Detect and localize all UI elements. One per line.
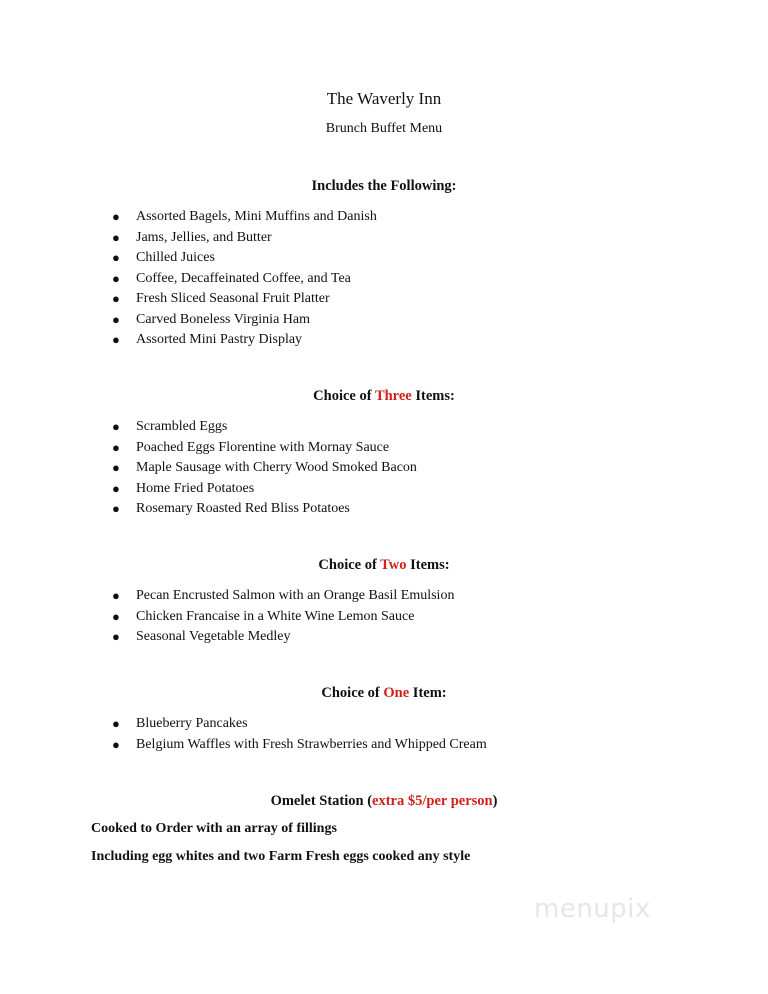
list-item-text: Assorted Bagels, Mini Muffins and Danish bbox=[136, 209, 377, 224]
heading-suffix: Items: bbox=[406, 557, 450, 573]
list-item bbox=[112, 417, 712, 438]
two-items-heading bbox=[0, 557, 768, 574]
list-item-text: Poached Eggs Florentine with Mornay Sauce bbox=[136, 439, 390, 455]
list-item-text: Coffee, Decaffeinated Coffee, and Tea bbox=[136, 270, 351, 286]
heading-suffix: Item: bbox=[409, 685, 447, 701]
list-item bbox=[112, 499, 712, 520]
list-item-text: Jams, Jellies, and Butter bbox=[136, 229, 272, 245]
list-item bbox=[112, 714, 712, 735]
bullet-icon: ● bbox=[112, 439, 120, 455]
list-item bbox=[112, 248, 712, 269]
menupix-watermark-logo: menupix bbox=[534, 894, 651, 924]
list-item bbox=[112, 438, 712, 459]
list-item-text: Seasonal Vegetable Medley bbox=[136, 629, 291, 644]
heading-count: One bbox=[383, 685, 410, 701]
omelet-description-2: Including egg whites and two Farm Fresh eggs cooked any style bbox=[91, 849, 471, 864]
three-items-list bbox=[112, 417, 712, 520]
list-item bbox=[112, 289, 712, 310]
page-title: The Waverly Inn bbox=[326, 89, 442, 108]
bullet-icon: ● bbox=[112, 629, 120, 644]
bullet-icon: ● bbox=[112, 419, 120, 434]
list-item-text: Scrambled Eggs bbox=[136, 419, 228, 434]
list-item bbox=[112, 479, 712, 500]
list-item-text: Pecan Encrusted Salmon with an Orange Basil Emulsion bbox=[136, 588, 455, 603]
bullet-icon: ● bbox=[112, 229, 120, 245]
bullet-icon: ● bbox=[112, 588, 120, 603]
includes-list bbox=[112, 207, 712, 351]
bullet-icon: ● bbox=[112, 501, 120, 516]
heading-prefix: Choice of bbox=[318, 557, 381, 573]
includes-heading: Includes the Following: bbox=[311, 178, 457, 194]
bullet-icon: ● bbox=[112, 250, 120, 265]
bullet-icon: ● bbox=[112, 270, 120, 286]
list-item-text: Maple Sausage with Cherry Wood Smoked Bacon bbox=[136, 460, 417, 475]
heading-prefix: Choice of bbox=[313, 388, 375, 404]
bullet-icon: ● bbox=[112, 608, 120, 624]
list-item bbox=[112, 458, 712, 479]
list-item-text: Assorted Mini Pastry Display bbox=[136, 332, 303, 347]
list-item bbox=[112, 269, 712, 290]
bullet-icon: ● bbox=[112, 460, 120, 475]
list-item bbox=[112, 207, 712, 228]
heading-count: Three bbox=[374, 388, 412, 404]
list-item-text: Blueberry Pancakes bbox=[136, 716, 248, 731]
heading-count: Two bbox=[380, 557, 407, 573]
omelet-price: extra $5/per person bbox=[372, 793, 493, 809]
bullet-icon: ● bbox=[112, 736, 120, 752]
omelet-heading-suffix: ) bbox=[492, 793, 498, 809]
list-item-text: Fresh Sliced Seasonal Fruit Platter bbox=[136, 291, 330, 306]
list-item bbox=[112, 310, 712, 331]
omelet-heading-prefix: Omelet Station ( bbox=[270, 793, 373, 809]
list-item bbox=[112, 735, 712, 756]
three-items-heading bbox=[0, 388, 768, 405]
heading-prefix: Choice of bbox=[321, 685, 384, 701]
two-items-list bbox=[112, 586, 712, 648]
list-item-text: Home Fried Potatoes bbox=[136, 480, 255, 496]
omelet-heading bbox=[0, 793, 768, 810]
bullet-icon: ● bbox=[112, 311, 120, 327]
list-item-text: Carved Boneless Virginia Ham bbox=[136, 311, 311, 327]
one-item-list bbox=[112, 714, 712, 755]
bullet-icon: ● bbox=[112, 480, 120, 496]
list-item bbox=[112, 330, 712, 351]
bullet-icon: ● bbox=[112, 209, 120, 224]
page-subtitle: Brunch Buffet Menu bbox=[325, 121, 443, 136]
one-item-heading bbox=[0, 685, 768, 702]
bullet-icon: ● bbox=[112, 716, 120, 731]
list-item bbox=[112, 627, 712, 648]
omelet-description-1: Cooked to Order with an array of fillings bbox=[91, 821, 337, 836]
list-item bbox=[112, 228, 712, 249]
heading-suffix: Items: bbox=[411, 388, 455, 404]
list-item bbox=[112, 586, 712, 607]
list-item-text: Chicken Francaise in a White Wine Lemon Sauce bbox=[136, 608, 415, 624]
bullet-icon: ● bbox=[112, 332, 120, 347]
list-item bbox=[112, 607, 712, 628]
bullet-icon: ● bbox=[112, 291, 120, 306]
list-item-text: Rosemary Roasted Red Bliss Potatoes bbox=[136, 501, 350, 516]
list-item-text: Belgium Waffles with Fresh Strawberries and Whipped Cream bbox=[136, 736, 487, 752]
list-item-text: Chilled Juices bbox=[136, 250, 215, 265]
